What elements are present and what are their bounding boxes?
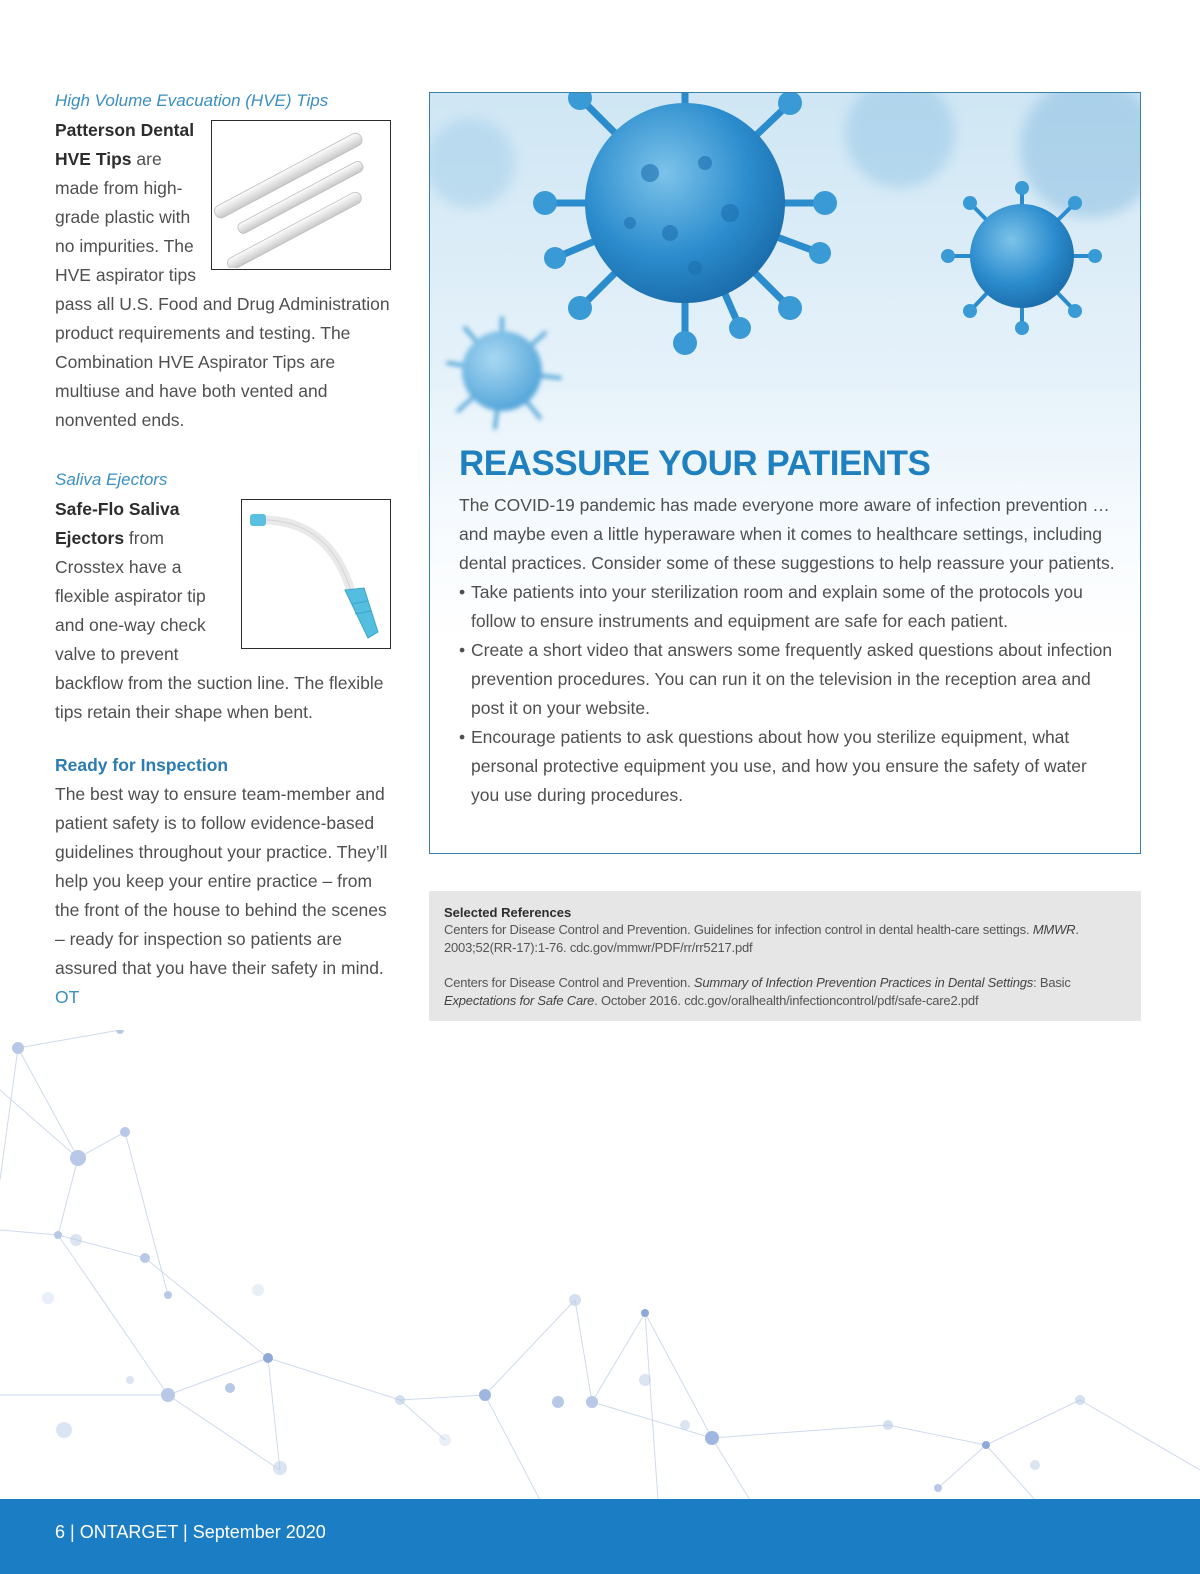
medium-virus bbox=[941, 181, 1102, 335]
feature-intro: The COVID-19 pandemic has made everyone more aware of infection prevention … and maybe even a little hyperaware when it comes to healthcare settings, including dental practices. Consider some of these suggestions to help reassure your patients. bbox=[459, 495, 1115, 573]
list-item: • Take patients into your sterilization room and explain some of the protocols you follow to ensure instruments and equipment are safe for each patient. bbox=[459, 578, 1119, 636]
hve-section bbox=[55, 90, 395, 435]
saliva-section bbox=[55, 469, 395, 727]
large-virus bbox=[533, 93, 837, 355]
saliva-product-name: Safe-Flo Saliva Ejectors bbox=[55, 499, 180, 548]
ot-end-mark: OT bbox=[55, 987, 80, 1007]
left-column bbox=[55, 90, 395, 1038]
inspection-section bbox=[55, 755, 395, 1012]
reference-2: Centers for Disease Control and Prevention. Summary of Infection Prevention Practices in Dental Settings: Basic Expectations for Safe Care. October 2016. cdc.gov/oralhealth/infectioncontrol/pdf/safe-care2.pdf bbox=[444, 975, 1071, 1008]
hve-body: are made from high-grade plastic with no impurities. The HVE aspirator tips pass all U.S. Food and Drug Administration product requirements and testing. The Combination HVE Aspirator Tips are multiuse and have both vented and nonvented ends. bbox=[55, 149, 390, 430]
hve-tips-photo bbox=[211, 120, 391, 270]
page-footer bbox=[0, 1499, 1200, 1574]
saliva-body: from Crosstex have a flexible aspirator tip and one-way check valve to prevent backflow from the suction line. The flexible tips retain their shape when bent. bbox=[55, 528, 384, 722]
bullet-marker: • bbox=[459, 640, 466, 660]
selected-references-box bbox=[429, 891, 1141, 1021]
list-item: • Encourage patients to ask questions about how you sterilize equipment, what personal protective equipment you use, and how you ensure the safety of water you use during procedures. bbox=[459, 723, 1119, 810]
small-virus bbox=[448, 318, 560, 428]
inspection-body: The best way to ensure team-member and patient safety is to follow evidence-based guidelines throughout your practice. They’ll help you keep your entire practice – from the front of the house to behind the scenes – ready for inspection so patients are assured that you have their safety in mind. bbox=[55, 784, 388, 978]
saliva-ejector-photo bbox=[241, 499, 391, 649]
feature-content bbox=[459, 443, 1119, 810]
footer-folio: 6 | ONTARGET | September 2020 bbox=[55, 1522, 326, 1542]
hve-product-name: Patterson Dental HVE Tips bbox=[55, 120, 195, 169]
bullet-marker: • bbox=[459, 582, 466, 602]
feature-title: REASSURE YOUR PATIENTS bbox=[459, 444, 931, 483]
references-title: Selected References bbox=[444, 905, 572, 920]
suggestion-list bbox=[459, 578, 1119, 810]
network-background bbox=[0, 1030, 1200, 1500]
reassure-feature-box bbox=[429, 92, 1141, 854]
saliva-subhead: Saliva Ejectors bbox=[55, 470, 168, 489]
bullet-marker: • bbox=[459, 727, 466, 747]
reference-1: Centers for Disease Control and Prevention. Guidelines for infection control in dental health-care settings. MMWR. 2003;52(RR-17):1-76. cdc.gov/mmwr/PDF/rr/rr5217.pdf bbox=[444, 922, 1079, 955]
inspection-subhead: Ready for Inspection bbox=[55, 755, 229, 775]
list-item: • Create a short video that answers some frequently asked questions about infection prevention procedures. You can run it on the television in the reception area and post it on your website. bbox=[459, 636, 1119, 723]
hve-subhead: High Volume Evacuation (HVE) Tips bbox=[55, 91, 329, 110]
